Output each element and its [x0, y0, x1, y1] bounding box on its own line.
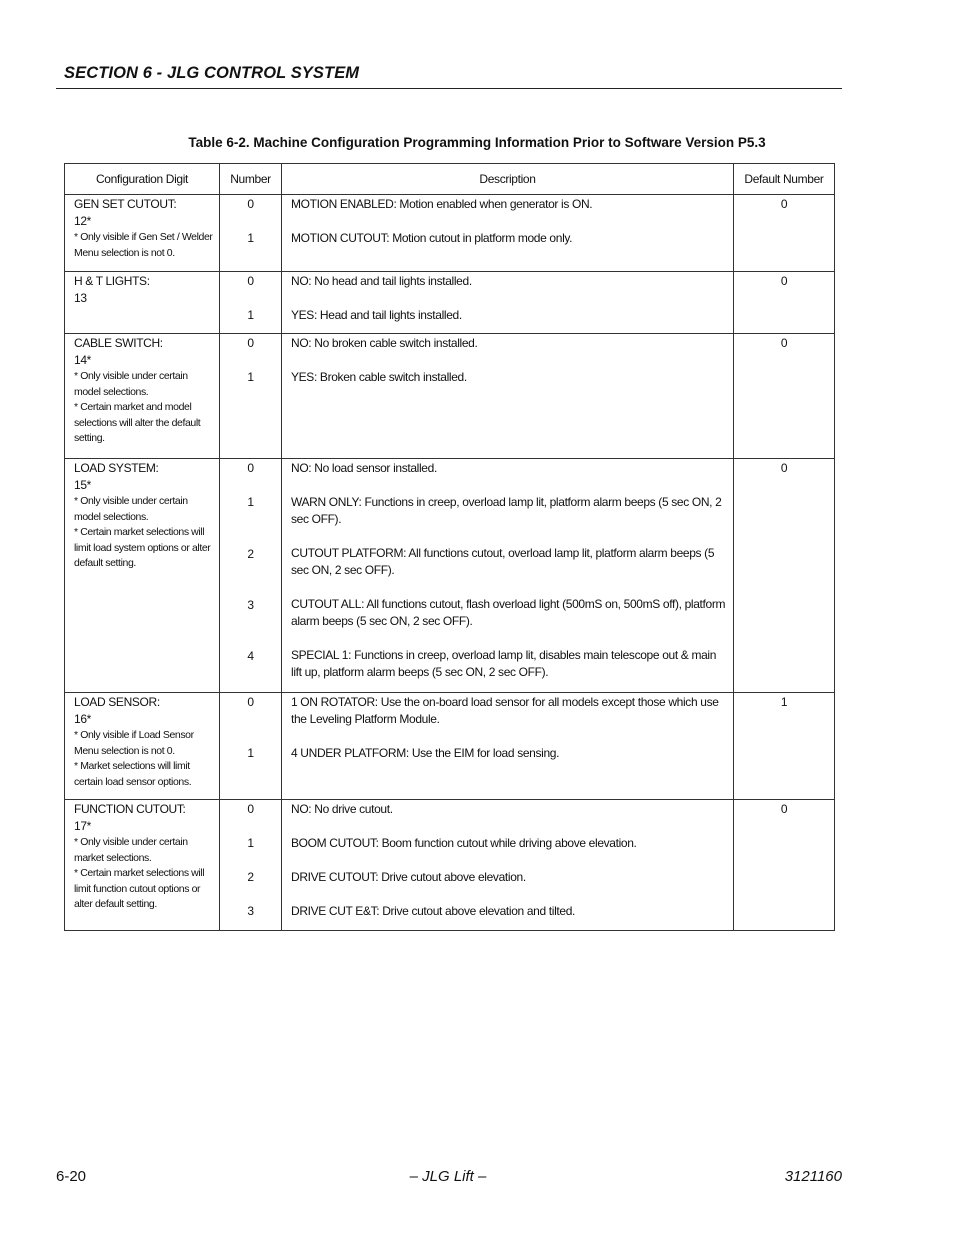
- default-number: 0: [780, 274, 788, 288]
- config-digit: 13: [74, 291, 87, 305]
- option-description: NO: No head and tail lights installed.: [291, 274, 472, 288]
- option-number: 0: [247, 274, 254, 288]
- option-number: 1: [247, 231, 254, 245]
- default-cell: [734, 459, 835, 693]
- config-digit: 16*: [74, 712, 91, 726]
- config-digit: 14*: [74, 353, 91, 367]
- option-description: NO: No broken cable switch installed.: [291, 336, 478, 350]
- table-row: [65, 195, 835, 272]
- default-cell: [734, 272, 835, 334]
- number-cell: [220, 272, 282, 334]
- table-row: [65, 800, 835, 931]
- option-description: DRIVE CUT E&T: Drive cutout above elevation and tilted.: [291, 904, 576, 918]
- config-digit: 15*: [74, 478, 91, 492]
- number-cell: [220, 800, 282, 931]
- config-digit-cell: [65, 334, 220, 459]
- option-number: 0: [247, 461, 254, 475]
- option-description: YES: Head and tail lights installed.: [291, 308, 462, 322]
- option-number: 3: [247, 904, 254, 918]
- description-cell: [282, 800, 734, 931]
- option-number: 4: [247, 649, 254, 663]
- description-cell: [282, 459, 734, 693]
- default-number: 0: [780, 197, 788, 211]
- description-cell: [282, 334, 734, 459]
- option-description: 1 ON ROTATOR: Use the on-board load sensor for all models except those which use the Leveling Platform Module.: [291, 695, 719, 726]
- description-cell: [282, 272, 734, 334]
- option-number: 1: [247, 308, 254, 322]
- config-note: * Only visible if Gen Set / Welder Menu selection is not 0.: [74, 231, 213, 259]
- option-description: 4 UNDER PLATFORM: Use the EIM for load sensing.: [291, 746, 560, 760]
- column-header: Number: [220, 164, 282, 195]
- table-row: [65, 334, 835, 459]
- default-cell: [734, 195, 835, 272]
- number-cell: [220, 195, 282, 272]
- option-description: CUTOUT ALL: All functions cutout, flash overload light (500mS on, 500mS off), platform alarm beeps (5 sec ON, 2 sec OFF).: [291, 597, 726, 628]
- footer-center-text: – JLG Lift –: [409, 1168, 487, 1185]
- option-description: MOTION ENABLED: Motion enabled when generator is ON.: [291, 197, 593, 211]
- config-digit-cell: [65, 195, 220, 272]
- option-number: 0: [247, 197, 254, 211]
- option-description: DRIVE CUTOUT: Drive cutout above elevation.: [291, 870, 526, 884]
- option-description: SPECIAL 1: Functions in creep, overload lamp lit, disables main telescope out & main lift up, platform alarm beeps (5 sec ON, 2 sec OFF).: [291, 648, 717, 679]
- config-name: LOAD SENSOR:: [74, 695, 160, 709]
- number-cell: [220, 334, 282, 459]
- config-note: * Market selections will limit certain load sensor options.: [74, 760, 192, 788]
- config-name: LOAD SYSTEM:: [74, 461, 159, 475]
- option-description: NO: No load sensor installed.: [291, 461, 437, 475]
- table-row: [65, 693, 835, 800]
- config-note: * Certain market selections will limit function cutout options or alter default setting.: [74, 867, 205, 910]
- option-number: 1: [247, 836, 254, 850]
- option-description: BOOM CUTOUT: Boom function cutout while driving above elevation.: [291, 836, 637, 850]
- config-note: * Certain market selections will limit load system options or alter default setting.: [74, 526, 211, 569]
- description-cell: [282, 195, 734, 272]
- config-note: * Only visible under certain model selections.: [74, 495, 188, 523]
- table-row: [65, 272, 835, 334]
- default-cell: [734, 800, 835, 931]
- config-note: * Only visible under certain market selections.: [74, 836, 188, 864]
- config-name: CABLE SWITCH:: [74, 336, 163, 350]
- default-cell: [734, 693, 835, 800]
- header-rule: [56, 88, 842, 89]
- document-number: 3121160: [784, 1168, 842, 1185]
- description-cell: [282, 693, 734, 800]
- option-number: 1: [247, 495, 254, 509]
- option-number: 2: [247, 870, 254, 884]
- number-cell: [220, 459, 282, 693]
- option-description: NO: No drive cutout.: [291, 802, 393, 816]
- config-note: * Only visible under certain model selections.: [74, 370, 188, 398]
- default-cell: [734, 334, 835, 459]
- config-digit-cell: [65, 693, 220, 800]
- number-cell: [220, 693, 282, 800]
- default-number: 0: [780, 802, 788, 816]
- table-header-row: [65, 164, 835, 195]
- config-digit: 12*: [74, 214, 91, 228]
- config-digit-cell: [65, 272, 220, 334]
- configuration-table: [64, 163, 835, 931]
- option-description: MOTION CUTOUT: Motion cutout in platform mode only.: [291, 231, 573, 245]
- table-title: Table 6-2. Machine Configuration Programming Information Prior to Software Version P5.3: [188, 135, 766, 150]
- default-number: 0: [780, 336, 788, 350]
- option-number: 3: [247, 598, 254, 612]
- page-number: 6-20: [56, 1168, 87, 1185]
- default-number: 0: [780, 461, 788, 475]
- config-name: GEN SET CUTOUT:: [74, 197, 177, 211]
- option-number: 1: [247, 370, 254, 384]
- option-description: WARN ONLY: Functions in creep, overload lamp lit, platform alarm beeps (5 sec ON, 2 sec OFF).: [291, 495, 722, 526]
- config-note: * Certain market and model selections will alter the default setting.: [74, 401, 201, 444]
- config-note: * Only visible if Load Sensor Menu selection is not 0.: [74, 729, 194, 757]
- config-digit: 17*: [74, 819, 91, 833]
- config-digit-cell: [65, 800, 220, 931]
- option-description: YES: Broken cable switch installed.: [291, 370, 467, 384]
- option-number: 1: [247, 746, 254, 760]
- option-number: 0: [247, 336, 254, 350]
- default-number: 1: [780, 695, 788, 709]
- table-row: [65, 459, 835, 693]
- option-number: 0: [247, 802, 254, 816]
- section-header: SECTION 6 - JLG CONTROL SYSTEM: [64, 64, 360, 82]
- config-digit-cell: [65, 459, 220, 693]
- column-header: Description: [282, 164, 734, 195]
- config-name: FUNCTION CUTOUT:: [74, 802, 186, 816]
- column-header: Configuration Digit: [65, 164, 220, 195]
- config-name: H & T LIGHTS:: [74, 274, 150, 288]
- option-number: 0: [247, 695, 254, 709]
- column-header: Default Number: [734, 164, 835, 195]
- option-description: CUTOUT PLATFORM: All functions cutout, overload lamp lit, platform alarm beeps (5 sec ON, 2 sec OFF).: [291, 546, 715, 577]
- option-number: 2: [247, 547, 254, 561]
